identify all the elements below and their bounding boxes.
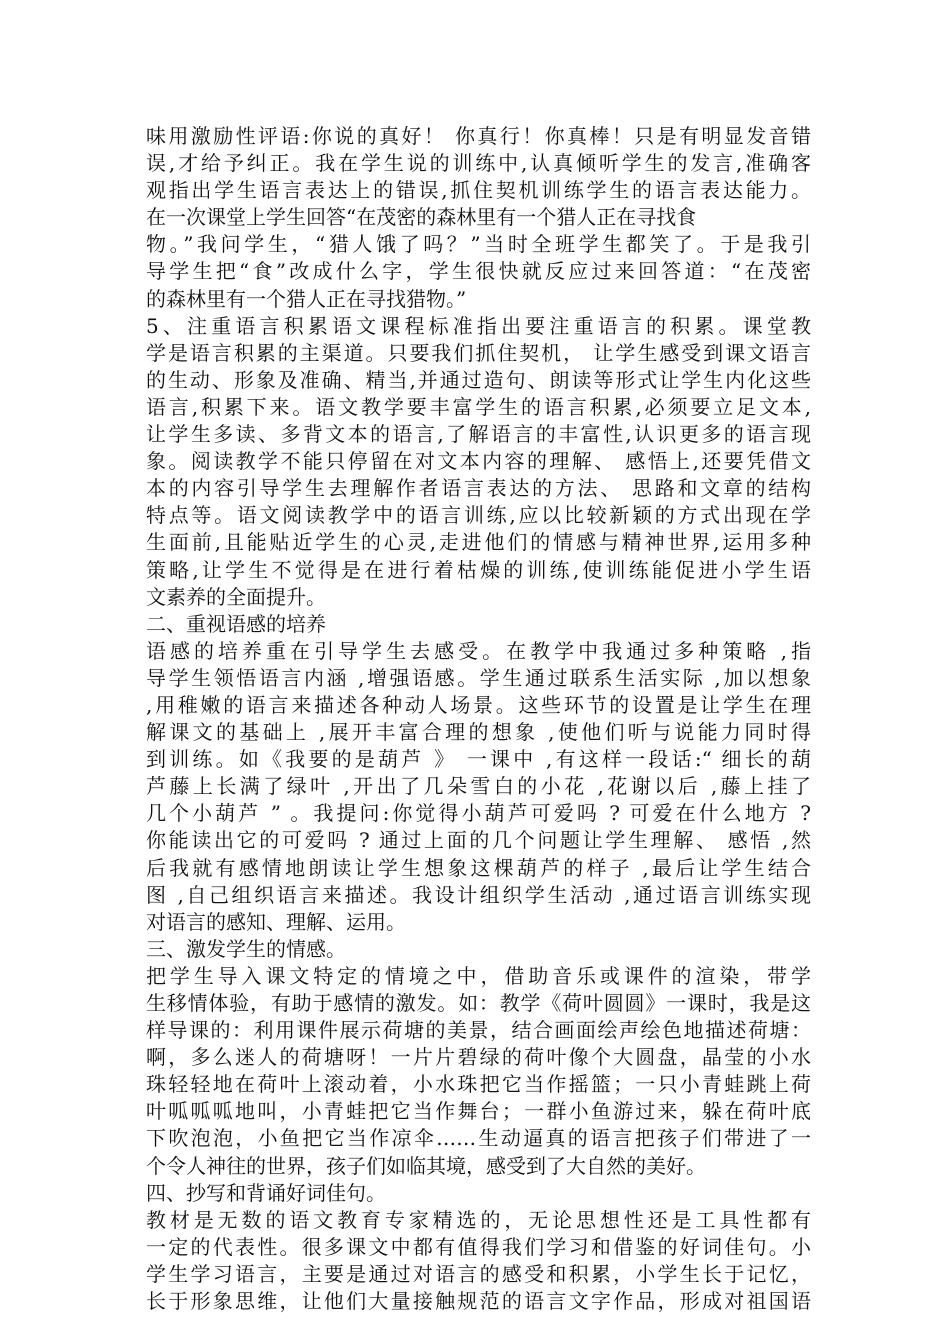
text-line: 本的内容引导学生去理解作者语言表达的方法、 思路和文章的结构	[146, 476, 811, 501]
text-line: 导学生把“食”改成什么字，学生很快就反应过来回答道：“在茂密	[146, 259, 811, 284]
text-line: 象。阅读教学不能只停留在对文本内容的理解、 感悟上,还要凭借文	[146, 449, 811, 474]
text-line: ,用稚嫩的语言来描述各种动人场景。这些环节的设置是让学生在理	[146, 692, 811, 717]
text-line: 样导课的：利用课件展示荷塘的美景，结合画面绘声绘色地描述荷塘：	[146, 1018, 811, 1043]
text-line: 几个小葫芦 ” 。我提问:你觉得小葫芦可爱吗 ? 可爱在什么地方 ?	[146, 801, 811, 826]
text-line: 四、抄写和背诵好词佳句。	[146, 1180, 386, 1205]
text-line: 让学生多读、多背文本的语言,了解语言的丰富性,认识更多的语言现	[146, 422, 811, 447]
text-line: 策略,让学生不觉得是在进行着枯燥的训练,使训练能促进小学生语	[146, 557, 811, 582]
text-line: 学生学习语言，主要是通过对语言的感受和积累，小学生长于记忆，	[146, 1261, 811, 1286]
text-line: 一定的代表性。很多课文中都有值得我们学习和借鉴的好词佳句。小	[146, 1234, 811, 1259]
text-line: 你能读出它的可爱吗 ? 通过上面的几个问题让学生理解、 感悟 ,然	[146, 828, 811, 853]
text-line: 珠轻轻地在荷叶上滚动着，小水珠把它当作摇篮；一只小青蛙跳上荷	[146, 1072, 811, 1097]
text-line: 到训练。如《我要的是葫芦 》 一课中 ,有这样一段话:“ 细长的葫	[146, 747, 811, 772]
text-line: 图 ,自己组织语言来描述。我设计组织学生活动 ,通过语言训练实现	[146, 882, 811, 907]
text-line: 后我就有感情地朗读让学生想象这棵葫芦的样子 ,最后让学生结合	[146, 855, 811, 880]
text-line: 对语言的感知、理解、运用。	[146, 909, 406, 934]
text-line: 生面前,且能贴近学生的心灵,走进他们的情感与精神世界,运用多种	[146, 530, 811, 555]
text-line: 芦藤上长满了绿叶 ,开出了几朵雪白的小花 ,花谢以后 ,藤上挂了	[146, 774, 811, 799]
text-line: 文素养的全面提升。	[146, 584, 326, 609]
text-line: 语言,积累下来。语文教学要丰富学生的语言积累,必须要立足文本,	[146, 394, 811, 419]
text-line: 叶呱呱呱地叫，小青蛙把它当作舞台；一群小鱼游过来，躲在荷叶底	[146, 1099, 811, 1124]
text-line: 的森林里有一个猎人正在寻找猎物。”	[146, 286, 467, 311]
text-line: 5、注重语言积累语文课程标准指出要注重语言的积累。课堂教	[146, 313, 811, 338]
text-line: 物。”我问学生，“猎人饿了吗？”当时全班学生都笑了。于是我引	[146, 232, 811, 257]
text-line: 二、重视语感的培养	[146, 611, 326, 636]
text-line: 语感的培养重在引导学生去感受。在教学中我通过多种策略 ,指	[146, 638, 811, 663]
text-line: 导学生领悟语言内涵 ,增强语感。学生通过联系生活实际 ,加以想象	[146, 665, 811, 690]
document-body	[146, 123, 811, 1315]
text-line: 把学生导入课文特定的情境之中，借助音乐或课件的渲染，带学	[146, 963, 811, 988]
text-line: 特点等。语文阅读教学中的语言训练,应以比较新颖的方式出现在学	[146, 503, 811, 528]
text-line: 长于形象思维，让他们大量接触规范的语言文字作品，形成对祖国语	[146, 1289, 811, 1314]
text-line: 三、激发学生的情感。	[146, 936, 346, 961]
text-line: 个令人神往的世界，孩子们如临其境，感受到了大自然的美好。	[146, 1153, 706, 1178]
text-line: 啊，多么迷人的荷塘呀！一片片碧绿的荷叶像个大圆盘，晶莹的小水	[146, 1045, 811, 1070]
text-line: 教材是无数的语文教育专家精选的，无论思想性还是工具性都有	[146, 1207, 811, 1232]
text-line: 误,才给予纠正。我在学生说的训练中,认真倾听学生的发言,准确客	[146, 151, 811, 176]
text-line: 味用激励性评语:你说的真好！ 你真行！你真棒！只是有明显发音错	[146, 124, 811, 148]
text-line: 生移情体验，有助于感情的激发。如：教学《荷叶圆圆》一课时，我是这	[146, 991, 811, 1015]
text-line: 解课文的基础上 ,展开丰富合理的想象 ,使他们听与说能力同时得	[146, 720, 811, 745]
text-line: 在一次课堂上学生回答“在茂密的森林里有一个猎人正在寻找食	[146, 205, 697, 230]
text-line: 学是语言积累的主渠道。只要我们抓住契机， 让学生感受到课文语言	[146, 340, 811, 365]
text-line: 观指出学生语言表达上的错误,抓住契机训练学生的语言表达能力。	[146, 178, 811, 203]
text-line: 下吹泡泡，小鱼把它当作凉伞……生动逼真的语言把孩子们带进了一	[146, 1126, 811, 1151]
text-line: 的生动、形象及准确、精当,并通过造句、朗读等形式让学生内化这些	[146, 367, 811, 392]
